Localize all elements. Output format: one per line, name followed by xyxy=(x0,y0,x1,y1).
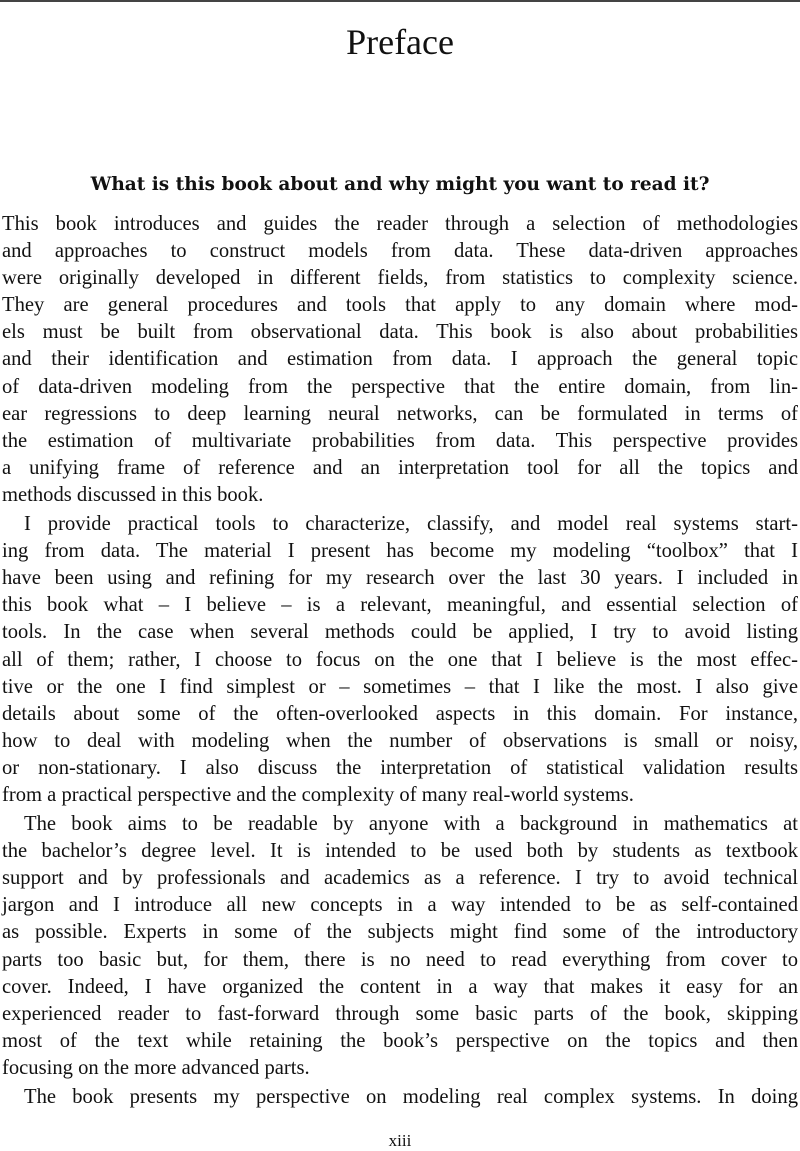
page-number: xiii xyxy=(388,1131,412,1150)
text-line: els must be built from observational data. This book is also about probabilities xyxy=(2,321,798,344)
text-line: and their identification and estimation from data. I approach the general topic xyxy=(2,348,798,371)
body-text xyxy=(2,211,798,1113)
text-line: all of them; rather, I choose to focus on the one that I believe is the most effec- xyxy=(2,648,798,671)
text-line: They are general procedures and tools that apply to any domain where mod- xyxy=(2,294,798,317)
text-line: tools. In the case when several methods could be applied, I try to avoid listing xyxy=(2,621,798,644)
text-line: focusing on the more advanced parts. xyxy=(2,1056,310,1079)
text-line: methods discussed in this book. xyxy=(2,483,264,506)
paragraph-4 xyxy=(2,1084,798,1111)
top-rule xyxy=(0,0,800,2)
paragraph-2 xyxy=(2,511,798,809)
text-line: this book what – I believe – is a relevant, meaningful, and essential selection of xyxy=(2,594,798,617)
text-line: The book presents my perspective on modeling real complex systems. In doing xyxy=(24,1086,798,1108)
text-line: parts too basic but, for them, there is no need to read everything from cover to xyxy=(2,948,798,971)
text-line: the estimation of multivariate probabilities from data. This perspective provides xyxy=(2,429,798,452)
text-line: of data-driven modeling from the perspective that the entire domain, from lin- xyxy=(2,375,798,398)
text-line: were originally developed in different fields, from statistics to complexity science. xyxy=(2,267,798,290)
text-line: details about some of the often-overlooked aspects in this domain. For instance, xyxy=(2,702,798,725)
text-line: most of the text while retaining the book’s perspective on the topics and then xyxy=(2,1029,798,1052)
text-line: and approaches to construct models from data. These data-driven approaches xyxy=(2,240,798,263)
text-line: cover. Indeed, I have organized the content in a way that makes it easy for an xyxy=(2,975,798,998)
section-heading: What is this book about and why might you want to read it? xyxy=(90,174,710,195)
text-line: have been using and refining for my research over the last 30 years. I included in xyxy=(2,567,798,590)
text-line: The book aims to be readable by anyone with a background in mathematics at xyxy=(24,813,798,836)
text-line: ing from data. The material I present has become my modeling “toolbox” that I xyxy=(2,540,798,563)
text-line: jargon and I introduce all new concepts in a way intended to be as self-contained xyxy=(2,894,798,917)
text-line: or non-stationary. I also discuss the interpretation of statistical validation results xyxy=(2,756,798,779)
paragraph-3 xyxy=(2,811,798,1082)
text-line: from a practical perspective and the complexity of many real-world systems. xyxy=(2,783,634,806)
text-line: how to deal with modeling when the number of observations is small or noisy, xyxy=(2,729,798,752)
text-line: as possible. Experts in some of the subjects might find some of the introductory xyxy=(2,921,798,944)
paragraph-1 xyxy=(2,211,798,509)
text-line: a unifying frame of reference and an interpretation tool for all the topics and xyxy=(2,456,798,479)
text-line: ear regressions to deep learning neural networks, can be formulated in terms of xyxy=(2,402,798,425)
chapter-title: Preface xyxy=(346,22,454,62)
text-line: I provide practical tools to characterize, classify, and model real systems start- xyxy=(24,513,798,536)
text-line: the bachelor’s degree level. It is intended to be used both by students as textbook xyxy=(2,840,798,863)
text-line: support and by professionals and academics as a reference. I try to avoid technical xyxy=(2,867,798,890)
text-line: This book introduces and guides the reader through a selection of methodologies xyxy=(2,213,798,235)
text-line: experienced reader to fast-forward through some basic parts of the book, skipping xyxy=(2,1002,798,1025)
text-line: tive or the one I find simplest or – sometimes – that I like the most. I also give xyxy=(2,675,798,698)
